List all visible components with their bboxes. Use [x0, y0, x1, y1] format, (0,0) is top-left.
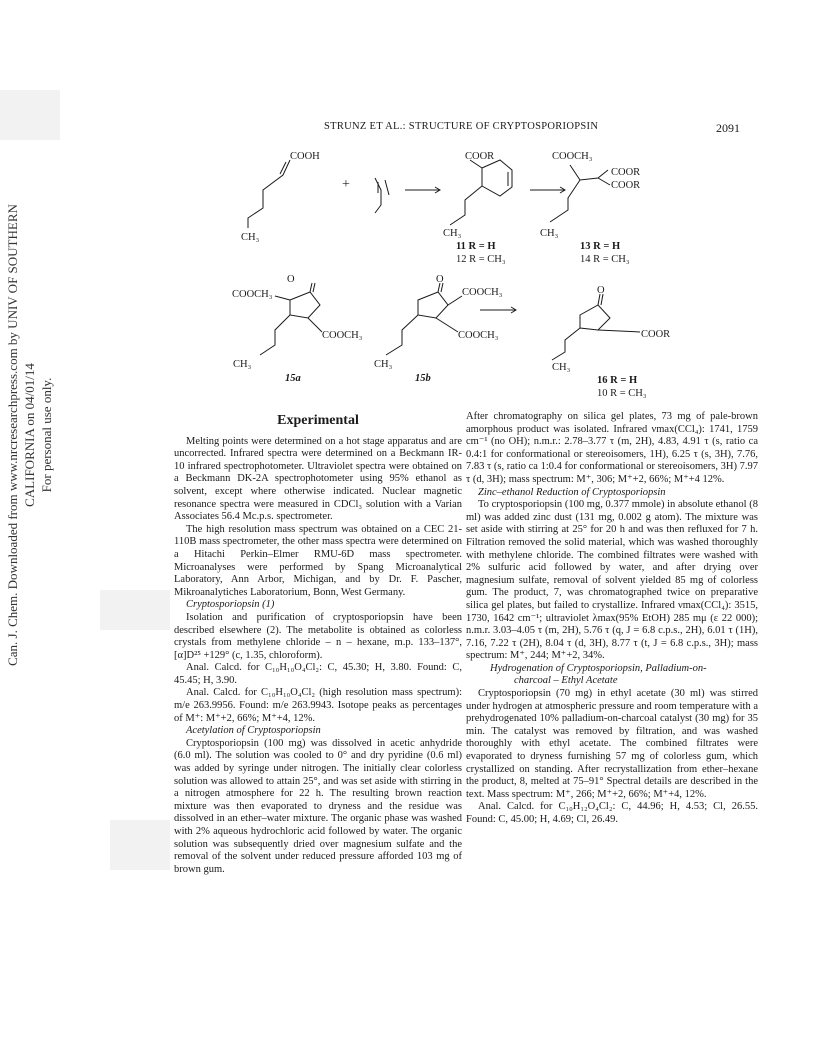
label-compound-10: 10 R = CH₃ [597, 388, 647, 399]
section-heading-experimental: Experimental [277, 413, 359, 428]
label-compound-15b: 15b [415, 373, 431, 384]
label-compound-12: 12 R = CH₃ [456, 254, 506, 265]
label-ch3: CH₃ [241, 232, 260, 243]
label-cooch3: COOCH₃ [232, 289, 273, 300]
label-ch3: CH₃ [552, 362, 571, 373]
subheading-line-2: charcoal – Ethyl Acetate [514, 675, 618, 687]
label-coor: COOR [641, 329, 671, 340]
label-compound-14: 14 R = CH₃ [580, 254, 630, 265]
watermark-line-2: For personal use only. [39, 377, 54, 493]
paragraph: To cryptosporiopsin (100 mg, 0.377 mmole) in absolute ethanol (8 ml) was added zinc dust (131 mg, 0.002 g atom). The mixture was set aside with stirring at 25° for 20 h and was then refluxed for 7 h. Filtration removed the solid material, which was washed thoroughly with methylene chloride. The combined filtrates were washed with 2% sulfuric acid followed by water, and after drying over magnesium sulfate, removal of solvent yielded 85 mg of colorless gum. The product, 7, was chromatographed twice on preparative silica gel plates, but failed to crystallize. Infrared νmax(CCl₄): 3515, 1730, 1642 cm⁻¹; ultraviolet λmax(95% EtOH) 285 mμ (ε 22 000); n.m.r. 3.03–4.05 τ (m, 2H), 5.76 τ (q, J = 6.8 c.p.s., 2H), 6.01 τ (1H), 7.16, 7.22 τ (2H), 8.04 τ (d, 3H), 8.77 τ (t, J = 6.8 c.p.s., 3H); mass spectrum: M⁺, 244; M⁺+2, 34%. [466, 499, 758, 662]
paragraph: Anal. Calcd. for C₁₀H₁₀O₄Cl₂: C, 45.30; H, 3.80. Found: C, 45.45; H, 3.90. [174, 662, 462, 686]
label-plus: + [342, 177, 350, 192]
scan-artifact [110, 820, 170, 870]
label-ch3: CH₃ [443, 228, 462, 239]
label-coor: COOR [465, 151, 495, 162]
label-compound-15a: 15a [285, 373, 301, 384]
label-ch3: CH₃ [540, 228, 559, 239]
paragraph: Isolation and purification of cryptosporiopsin have been described elsewhere (2). The metabolite is obtained as colorless crystals from methylene chloride – n – hexane, m.p. 133–137°, [α]D²⁵ +129° (c, 1.35, chloroform). [174, 611, 462, 661]
subheading: Acetylation of Cryptosporiopsin [186, 725, 321, 737]
subheading-line-1: Hydrogenation of Cryptosporiopsin, Palladium-on- [490, 662, 707, 674]
scan-artifact [100, 590, 170, 630]
subheading [466, 663, 758, 688]
label-o: O [287, 274, 295, 285]
label-cooh: COOH [290, 151, 320, 162]
label-ch3: CH₃ [233, 359, 252, 370]
label-compound-13: 13 R = H [580, 241, 621, 252]
label-coor: COOR [611, 180, 641, 191]
label-cooch3: COOCH₃ [462, 287, 503, 298]
label-ch3: CH₃ [374, 359, 393, 370]
label-o: O [436, 274, 444, 285]
page-number: 2091 [716, 121, 740, 135]
subheading: Cryptosporiopsin (1) [186, 599, 275, 611]
label-o: O [597, 285, 605, 296]
paragraph: Cryptosporiopsin (100 mg) was dissolved in acetic anhydride (6.0 ml). The solution was cooled to 0° and dry pyridine (0.6 ml) was added by syringe under nitrogen. The initially clear colorless solution was allowed to attain 25°, and was set aside with stirring in a nitrogen atmosphere for 22 h. The resulting brown reaction mixture was then evaporated to dryness and the residue was dissolved in an ether–water mixture. The organic phase was washed with 2% aqueous hydrochloric acid followed by water. The organic solution was subsequently dried over magnesium sulfate and the removal of the solvent under reduced pressure afforded 103 mg of brown gum. [174, 737, 462, 875]
reaction-scheme [0, 0, 813, 400]
label-cooch3: COOCH₃ [458, 330, 499, 341]
paragraph: Melting points were determined on a hot stage apparatus and are uncorrected. Infrared spectra were determined on a Beckmann IR-10 infrared spectrophotometer. Ultraviolet spectra were obtained on a Beckmann DK-2A spectrophotometer using 95% ethanol as solvent, except where otherwise indicated. Nuclear magnetic resonance spectra were measured in CDCl₃ solution with a Varian Associates 56.4 Mc.p.s. spectrometer. [174, 435, 462, 523]
label-cooch3: COOCH₃ [552, 151, 593, 162]
paragraph: After chromatography on silica gel plates, 73 mg of pale-brown amorphous product was isolated. Infrared νmax(CCl₄): 1741, 1759 cm⁻¹ (no OH); n.m.r.: 2.78–3.77 τ (m, 2H), 4.83, 4.91 τ (s, ratio ca 0.4:1 for conformational or stereoisomers, 1H), 6.25 τ (s, 3H), 7.76, 7.83 τ (s, ratio ca 1:0.4 for conformational or stereoisomers, 3H) 7.97 τ (d, 3H); mass spectrum: M⁺, 306; M⁺+2, 66%; M⁺+4 12%. [466, 411, 758, 485]
paragraph: Cryptosporiopsin (70 mg) in ethyl acetate (30 ml) was stirred under hydrogen at atmospheric pressure and room temperature with a prehydrogenated 10% palladium-on-charcoal catalyst (30 mg) for 35 min. The catalyst was removed by filtration, and was washed thoroughly with ethyl acetate. The combined filtrates were evaporated to dryness furnishing 57 mg of colorless gum, which crystallized on standing. After recrystallization from ether–hexane the product, 8, melted at 75–91° Spectral details are described in the text. Mass spectrum: M⁺, 266; M⁺+2, 66%; M⁺+4, 12%. [466, 688, 758, 800]
label-compound-11: 11 R = H [456, 241, 496, 252]
paragraph: The high resolution mass spectrum was obtained on a CEC 21-110B mass spectrometer, the other mass spectra were determined on a Hitachi Perkin–Elmer RMU-6D mass spectrometer. Microanalyses were performed by Spang Microanalytical Laboratory, Ann Arbor, Michigan, and by Dr. F. Pascher, Mikroanalytiches Laboratorium, Bonn, West Germany. [174, 523, 462, 598]
watermark-line-1: Can. J. Chem. Downloaded from www.nrcresearchpress.com by UNIV OF SOUTHERN CALIFORNIA on 04/01/14 [5, 204, 37, 666]
running-title: STRUNZ ET AL.: STRUCTURE OF CRYPTOSPORIOPSIN [324, 121, 599, 132]
right-column [466, 411, 758, 827]
left-column [174, 409, 462, 876]
paragraph: Anal. Calcd. for C₁₀H₁₀O₄Cl₂ (high resolution mass spectrum): m/e 263.9956. Found: m/e 263.9943. Isotope peaks as percentages of M⁺: M⁺+2, 66%; M⁺+4, 12%. [174, 687, 462, 724]
label-coor: COOR [611, 167, 641, 178]
label-cooch3: COOCH₃ [322, 330, 363, 341]
subheading: Zinc–ethanol Reduction of Cryptosporiopsin [478, 486, 666, 498]
label-compound-16: 16 R = H [597, 375, 638, 386]
paragraph: Anal. Calcd. for C₁₀H₁₂O₄Cl₂: C, 44.96; H, 4.53; Cl, 26.55. Found: C, 45.00; H, 4.69; Cl, 26.49. [466, 801, 758, 825]
